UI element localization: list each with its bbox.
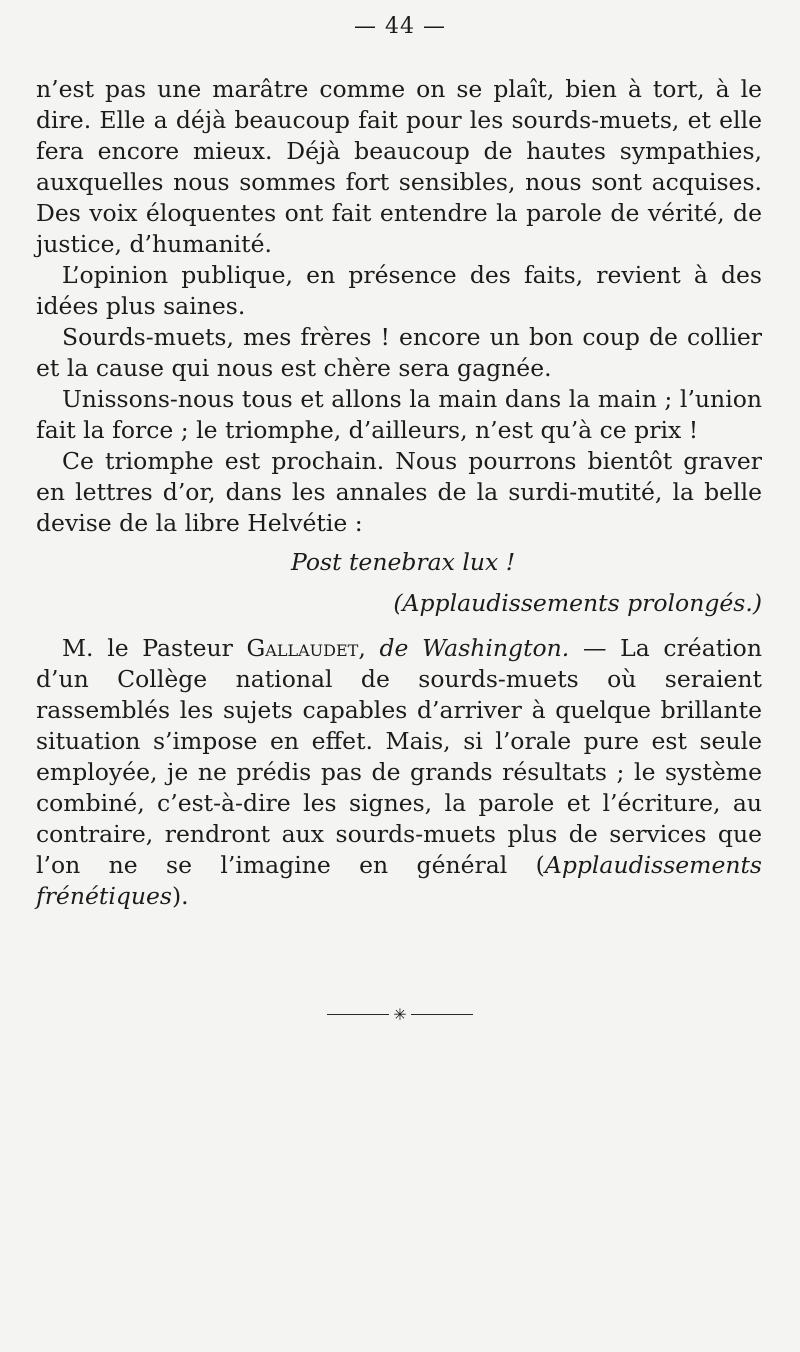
speech-paragraph xyxy=(36,633,762,912)
speech-comma: , xyxy=(358,634,380,662)
ornament-line-left xyxy=(327,1014,389,1016)
paragraph-2: L’opinion publique, en présence des faits, revient à des idées plus saines. xyxy=(36,261,762,320)
speaker-name: Gallaudet xyxy=(246,634,359,662)
paragraph-4: Unissons-nous tous et allons la main dans la main ; l’union fait la force ; le triomphe, d’ailleurs, n’est qu’à ce prix ! xyxy=(36,385,762,444)
speaker-location: de Washington. xyxy=(379,634,570,662)
paragraph-3: Sourds-muets, mes frères ! encore un bon coup de collier et la cause qui nous est chère sera gagnée. xyxy=(36,323,762,382)
ornament-line-right xyxy=(411,1014,473,1016)
applause-note: (Applaudissements prolongés.) xyxy=(393,589,762,617)
section-ornament xyxy=(0,1004,800,1024)
body-text xyxy=(36,74,762,912)
motto: Post tenebrax lux ! xyxy=(291,548,516,576)
asterisk-ornament-icon: ✳ xyxy=(393,1005,407,1024)
speech-end: ). xyxy=(172,882,189,910)
paragraph-1: n’est pas une marâtre comme on se plaît, bien à tort, à le dire. Elle a déjà beaucoup fait pour les sourds-muets, et elle fera encore mieux. Déjà beaucoup de hautes sympathies, auxquelles nous sommes fort sensibles, nous sont acquises. Des voix éloquentes ont fait entendre la parole de vérité, de justice, d’humanité. xyxy=(36,75,762,258)
speech-body: — La création d’un Collège national de sourds-muets où seraient rassemblés les sujets capables d’arriver à quelque brillante situation s’impose en effet. Mais, si l’orale pure est seule employée, je ne prédis pas de grands résultats ; le système combiné, c’est-à-dire les signes, la parole et l’écriture, au contraire, rendront aux sourds-muets plus de services que l’on ne se l’imagine en général ( xyxy=(36,634,762,879)
speech-prefix: M. le Pasteur xyxy=(62,634,247,662)
page-number: — 44 — xyxy=(354,14,446,39)
closing-applause: Applaudissements frénétiques xyxy=(36,851,762,910)
paragraph-5: Ce triomphe est prochain. Nous pourrons bientôt graver en lettres d’or, dans les annales de la surdi-mutité, la belle devise de la libre Helvétie : xyxy=(36,447,762,537)
